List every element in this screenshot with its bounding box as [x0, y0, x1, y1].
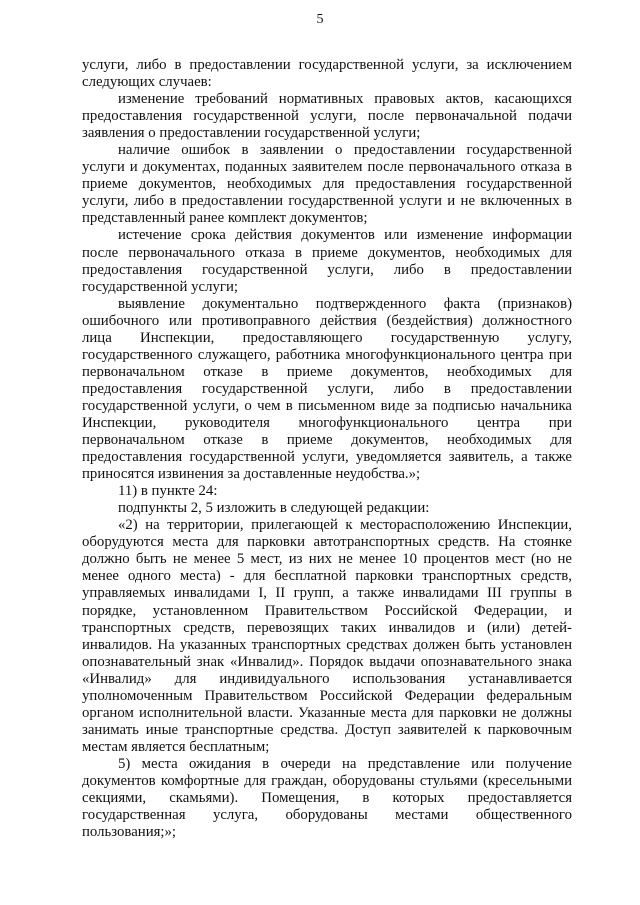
paragraph-continuation: услуги, либо в предоставлении государственной услуги, за исключением следующих случаев: [82, 57, 572, 91]
paragraph-subitems-intro: подпункты 2, 5 изложить в следующей редакции: [118, 500, 430, 517]
paragraph-erroneous-action: выявление документально подтвержденного факта (признаков) ошибочного или противоправного действия (бездействия) должностного лица Инспекции, предоставляющего государственную услугу, государственного служащего, работника многофункционального центра при первоначальном отказе в приеме документов, необходимых для предоставления государственной услуги, либо в предоставлении государственной услуги, о чем в письменном виде за подписью начальника Инспекции, руководителя многофункционального центра при первоначальном отказе в приеме документов, необходимых для предоставления государственной услуги, уведомляется заявитель, а также приносятся извинения за доставленные неудобства.»; [82, 295, 572, 483]
paragraph-parking: «2) на территории, прилегающей к месторасположению Инспекции, оборудуются места для парковки автотранспортных средств. На стоянке должно быть не менее 5 мест, из них не менее 10 процентов мест (но не менее одного места) - для бесплатной парковки транспортных средств, управляемых инвалидами I, II групп, а также инвалидами III группы в порядке, установленном Правительством Российской Федерации, и транспортных средств, перевозящих таких инвалидов и (или) детей-инвалидов. На указанных транспортных средствах должен быть установлен опознавательный знак «Инвалид». Порядок выдачи опознавательного знака «Инвалид» для индивидуального использования устанавливается уполномоченным Правительством Российской Федерации федеральным органом исполнительной власти. Указанные места для парковки не должны занимать иные транспортные средства. Доступ заявителей к парковочным местам является бесплатным; [82, 517, 572, 755]
paragraph-item-11: 11) в пункте 24: [118, 483, 218, 500]
paragraph-waiting-areas: 5) места ожидания в очереди на представление или получение документов комфортные для граждан, оборудованы стульями (кресельными секциями, скамьями). Помещения, в которых предоставляется государственная услуга, оборудованы местами общественного пользования;»; [82, 755, 572, 841]
page-number: 5 [316, 12, 324, 27]
paragraph-errors-in-application: наличие ошибок в заявлении о предоставлении государственной услуги и документах, поданных заявителем после первоначального отказа в приеме документов, необходимых для предоставления государственной услуги, либо в предоставлении государственной услуги и не включенных в представленный ранее комплект документов; [82, 142, 572, 227]
document-body [82, 57, 572, 841]
paragraph-document-expiry: истечение срока действия документов или изменение информации после первоначального отказа в приеме документов, необходимых для предоставления государственной услуги, либо в предоставлении государственной услуги; [82, 227, 572, 295]
paragraph-requirements-change: изменение требований нормативных правовых актов, касающихся предоставления государственной услуги, после первоначальной подачи заявления о предоставлении государственной услуги; [82, 91, 572, 142]
